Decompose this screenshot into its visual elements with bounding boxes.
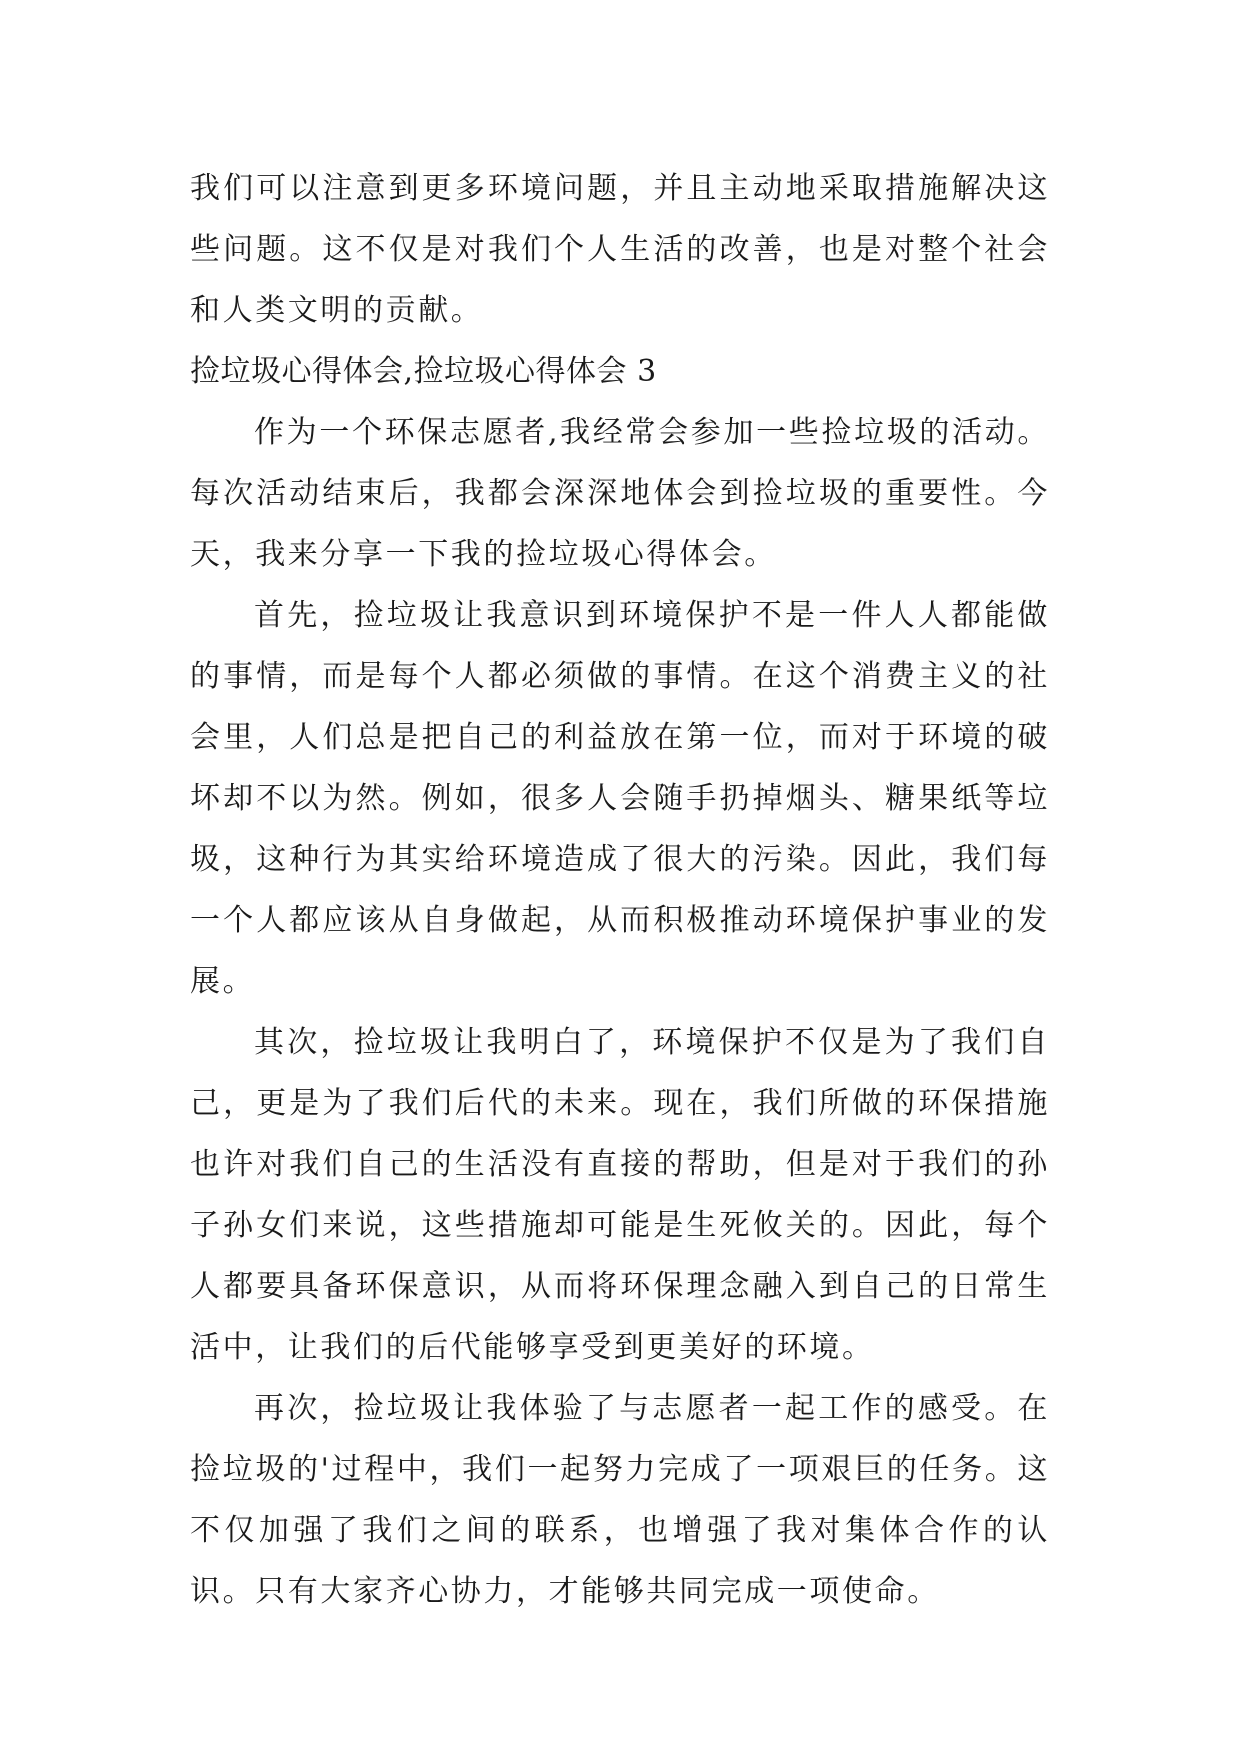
body-paragraph-2: 首先，捡垃圾让我意识到环境保护不是一件人人都能做的事情，而是每个人都必须做的事情。在这个消费主义的社会里，人们总是把自己的利益放在第一位，而对于环境的破坏却不以为然。例如，很多人会随手扔掉烟头、糖果纸等垃圾，这种行为其实给环境造成了很大的污染。因此，我们每一个人都应该从自身做起，从而积极推动环境保护事业的发展。 — [190, 598, 1050, 999]
intro-paragraph: 我们可以注意到更多环境问题，并且主动地采取措施解决这些问题。这不仅是对我们个人生活的改善，也是对整个社会和人类文明的贡献。 — [190, 171, 1050, 328]
document-body — [190, 158, 1050, 1622]
body-paragraph-1: 作为一个环保志愿者,我经常会参加一些捡垃圾的活动。每次活动结束后，我都会深深地体会到捡垃圾的重要性。今天，我来分享一下我的捡垃圾心得体会。 — [190, 415, 1050, 572]
section-heading: 捡垃圾心得体会,捡垃圾心得体会 3 — [190, 354, 657, 389]
body-paragraph-4: 再次，捡垃圾让我体验了与志愿者一起工作的感受。在捡垃圾的'过程中，我们一起努力完成了一项艰巨的任务。这不仅加强了我们之间的联系，也增强了我对集体合作的认识。只有大家齐心协力，才能够共同完成一项使命。 — [190, 1391, 1050, 1609]
body-paragraph-3: 其次，捡垃圾让我明白了，环境保护不仅是为了我们自己，更是为了我们后代的未来。现在，我们所做的环保措施也许对我们自己的生活没有直接的帮助，但是对于我们的孙子孙女们来说，这些措施却可能是生死攸关的。因此，每个人都要具备环保意识，从而将环保理念融入到自己的日常生活中，让我们的后代能够享受到更美好的环境。 — [190, 1025, 1050, 1365]
